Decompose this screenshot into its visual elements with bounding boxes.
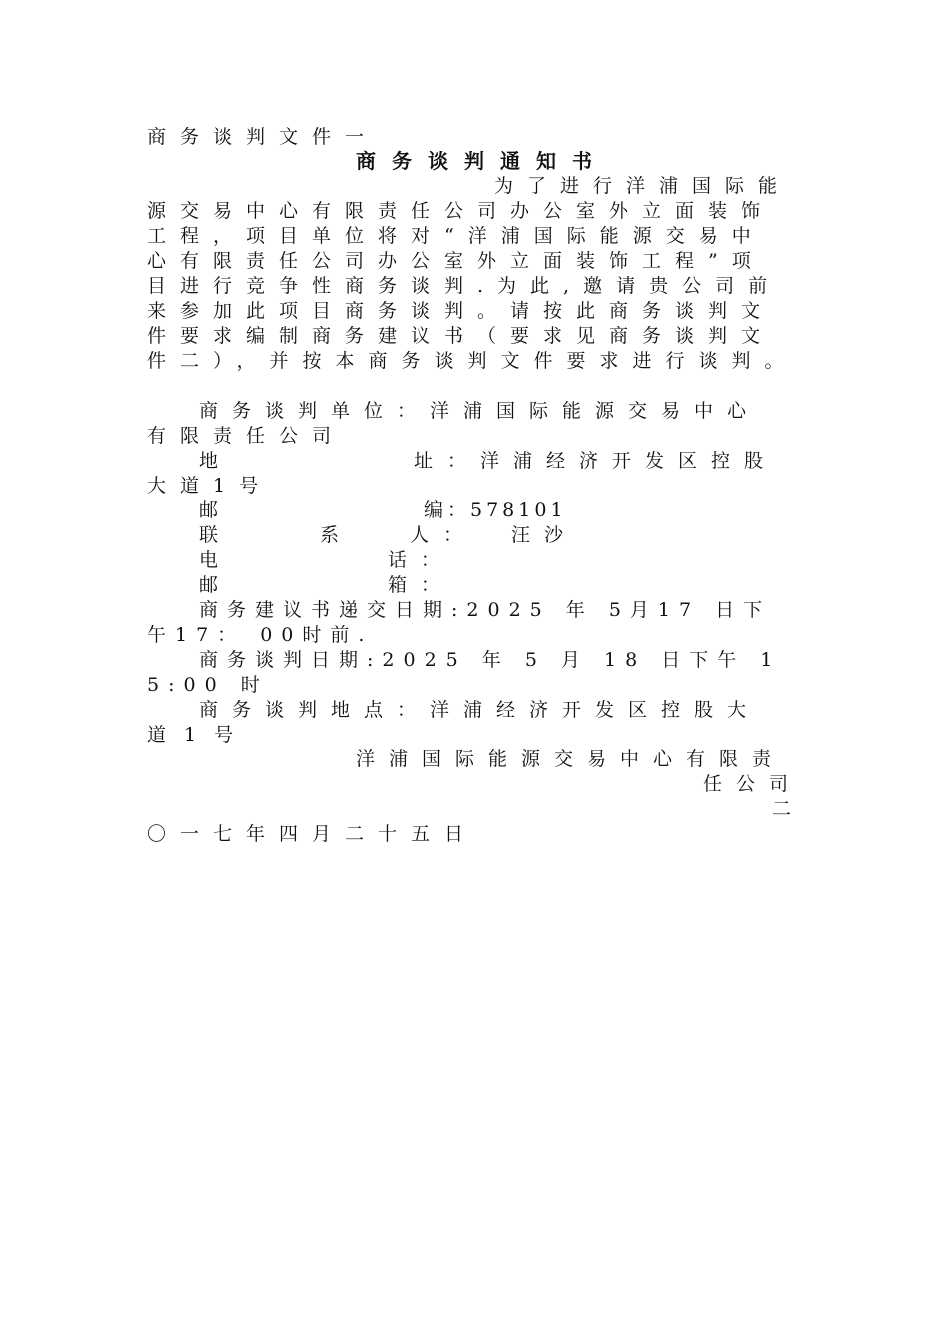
signature-date: 〇一七年四月二十五日: [147, 823, 478, 845]
address-label-a: 地: [199, 450, 233, 472]
phone-label-b: 话：: [388, 549, 455, 571]
negotiation-date: 商务谈判日期:2025 年 5 月 18 日下午 1: [199, 649, 782, 671]
signature-org: 洋浦国际能源交易中心有限责: [356, 748, 786, 770]
negotiation-location-cont: 道 1 号: [147, 724, 240, 746]
signature-org-cont: 任公司: [703, 773, 803, 795]
body-line: 来参加此项目商务谈判。请按此商务谈判文: [147, 300, 775, 322]
body-line: 心有限责任公司办公室外立面装饰工程”项: [147, 250, 765, 272]
negotiation-unit-cont: 有限责任公司: [147, 425, 346, 447]
body-line: 件二），并按本商务谈判文件要求进行谈判。: [147, 350, 798, 372]
contact-label-b: 系: [320, 524, 354, 546]
body-line: 源交易中心有限责任公司办公室外立面装饰: [147, 200, 775, 222]
body-line: 为了进行洋浦国际能: [494, 175, 792, 197]
submit-date: 商务建议书递交日期:2025 年 5月17 日下: [199, 599, 772, 621]
header-label: 商务谈判文件一: [147, 126, 379, 148]
negotiation-unit: 商务谈判单位：洋浦国际能源交易中心: [199, 400, 761, 422]
postcode-value: 编：578101: [424, 499, 567, 521]
body-line: 目进行竞争性商务谈判.为此,邀请贵公司前: [147, 275, 782, 297]
postcode-label-a: 邮: [199, 499, 233, 521]
address-value: 址：洋浦经济开发区控股: [414, 450, 778, 472]
email-label-a: 邮: [199, 574, 233, 596]
body-line: 工程，项目单位将对“洋浦国际能源交易中: [147, 225, 765, 247]
submit-date-cont: 午17： 00时前.: [147, 624, 374, 646]
negotiation-date-cont: 5:00 时: [147, 674, 269, 696]
contact-label-c: 人：: [410, 524, 477, 546]
address-cont: 大道1号: [147, 475, 273, 497]
contact-label-a: 联: [199, 524, 233, 546]
email-label-b: 箱：: [388, 574, 455, 596]
doc-title: 商务谈判通知书: [356, 149, 608, 173]
body-line: 件要求编制商务建议书（要求见商务谈判文: [147, 325, 775, 347]
signature-year-tail: 二: [772, 798, 806, 820]
contact-value: 汪沙: [511, 524, 578, 546]
negotiation-location: 商务谈判地点：洋浦经济开发区控股大: [199, 699, 761, 721]
phone-label-a: 电: [199, 549, 233, 571]
